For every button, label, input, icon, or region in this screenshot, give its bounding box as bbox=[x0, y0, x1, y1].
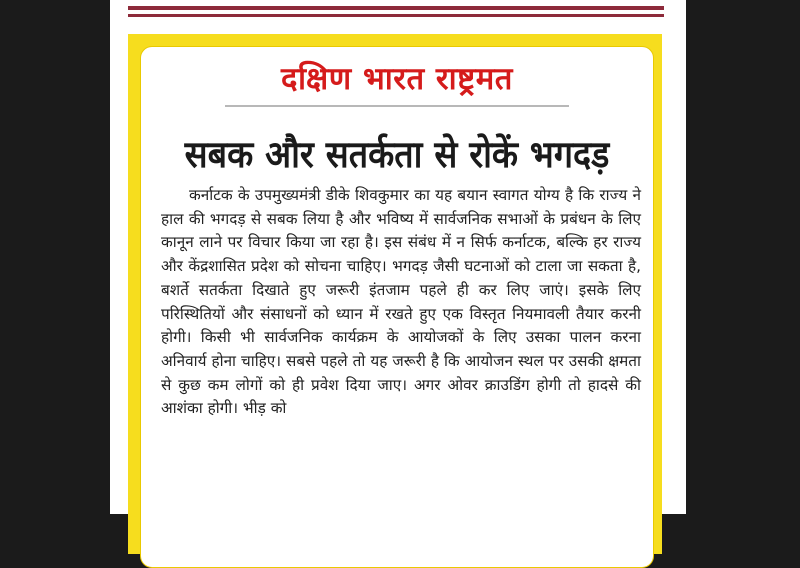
article-headline: सबक और सतर्कता से रोकें भगदड़ bbox=[184, 133, 610, 176]
article-body: कर्नाटक के उपमुख्यमंत्री डीके शिवकुमार का यह बयान स्वागत योग्य है कि राज्य ने हाल की भगदड़ से सबक लिया है और भविष्य में सार्वजनिक सभाओं के प्रबंधन के लिए कानून लाने पर विचार किया जा रहा है। इस संबंध में न सिर्फ कर्नाटक, बल्कि हर राज्य और केंद्रशासित प्रदेश को सोचना चाहिए। भगदड़ जैसी घटनाओं को टाला जा सकता है, बशर्ते सतर्कता दिखाते हुए जरूरी इंतजाम पहले ही कर लिए जाएं। इसके लिए परिस्थितियों और संसाधनों को ध्यान में रखते हुए एक विस्तृत नियमावली तैयार करनी होगी। किसी भी सार्वजनिक कार्यक्रम के आयोजकों के लिए उसका पालन करना अनिवार्य होना चाहिए। सबसे पहले तो यह जरूरी है कि आयोजन स्थल पर उसकी क्षमता से कुछ कम लोगों को ही प्रवेश दिया जाए। अगर ओवर क्राउडिंग होगी तो हादसे की आशंका होगी। भीड़ को bbox=[161, 186, 641, 418]
rule-line bbox=[128, 14, 664, 17]
rule-line bbox=[128, 6, 664, 10]
newspaper-masthead: दक्षिण भारत राष्ट्रमत bbox=[281, 61, 513, 97]
article-card bbox=[140, 46, 654, 568]
top-decorative-rule bbox=[128, 6, 664, 20]
masthead-divider bbox=[225, 105, 569, 107]
